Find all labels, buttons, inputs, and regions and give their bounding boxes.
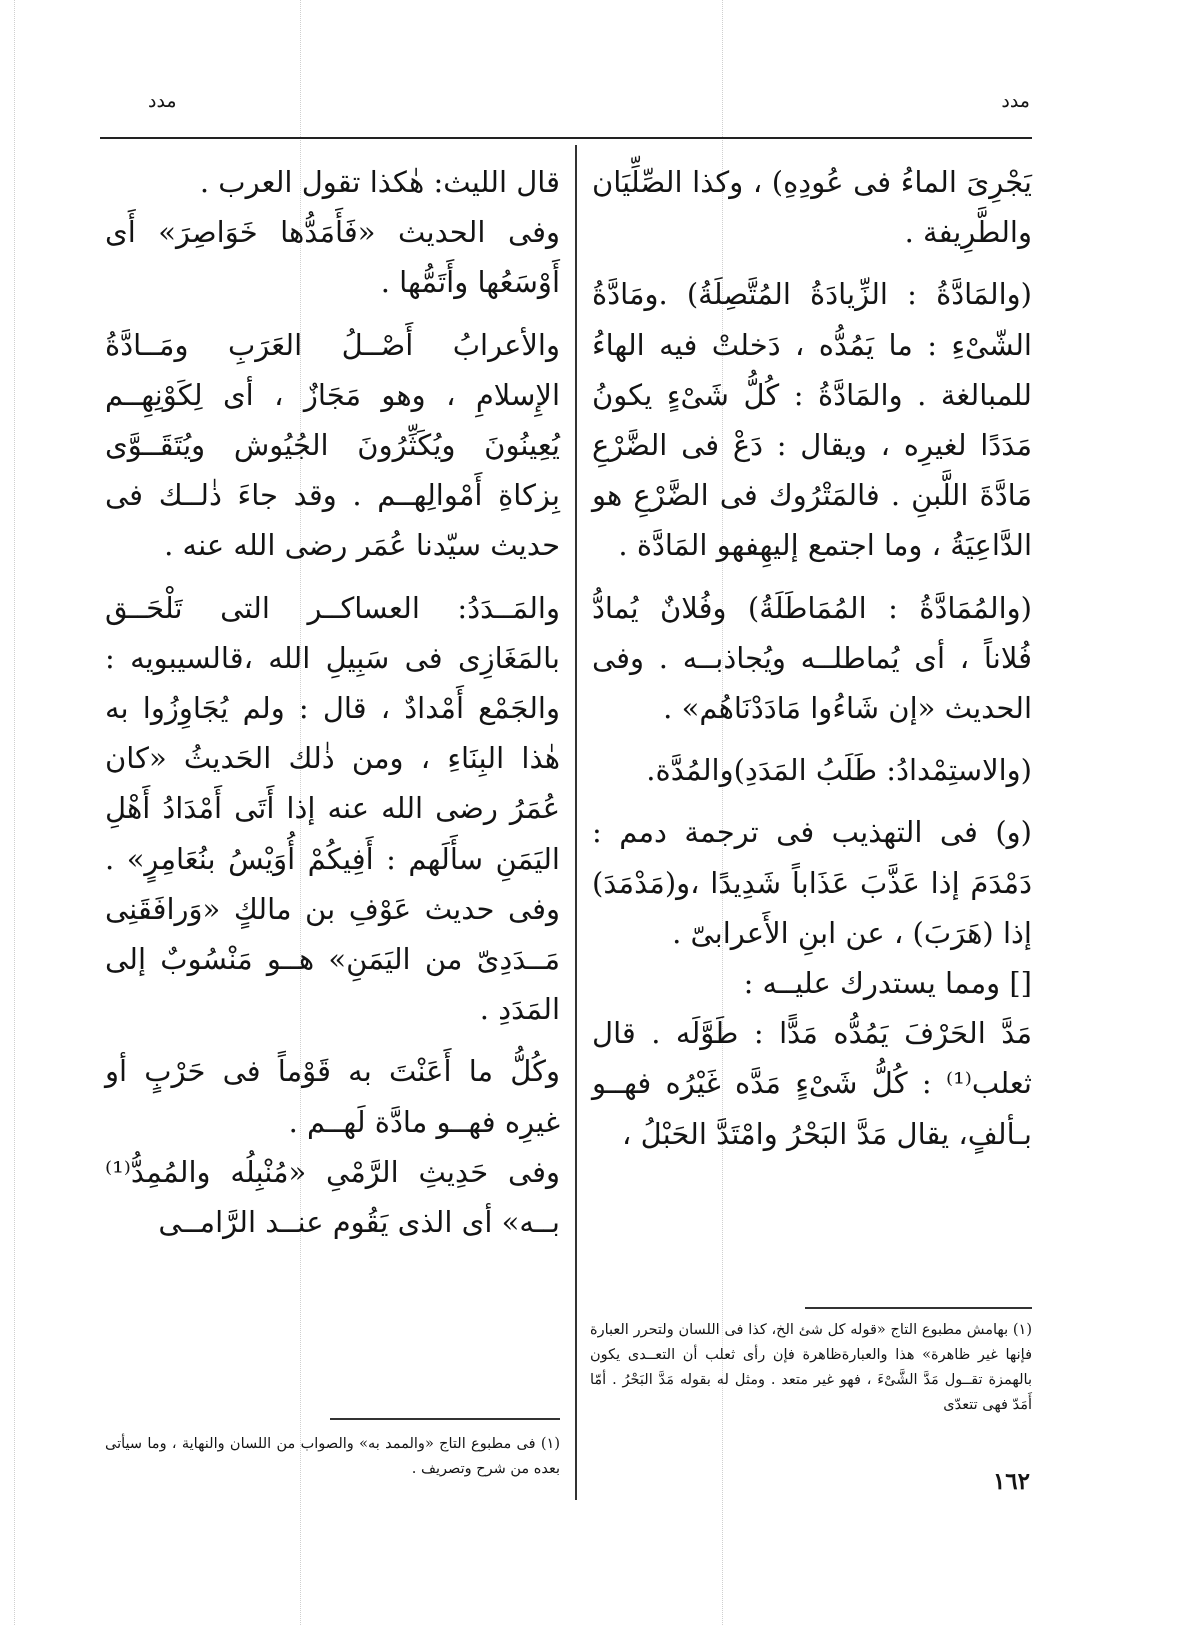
paragraph: والأعرابُ أَصْــلُ العَرَبِ ومَــادَّةُ الإِسلامِ ، وهو مَجَازٌ ، أى لِكَوْنِهِــم يُعِينُونَ ويُكَثِّرُونَ الجُيُوش ويُتَقَــوَّى بِزكاةِ أَمْوالِهــم . وقد جاءَ ذٰلــك فى حديث سيّدنا عُمَر رضى الله عنه . bbox=[105, 327, 560, 563]
paragraph: (والمُمَادَّةُ : المُمَاطَلَةُ) وفُلانٌ يُمادُّ فُلاناً ، أى يُماطلــه ويُجاذبــه . وفى الحديث «إن شَاءُوا مَادَدْنَاهُم» . bbox=[592, 590, 1032, 726]
paragraph: وفى الحديث «فَأَمَدُّها خَوَاصِرَ» أَى أَوْسَعُها وأَتَمُّها . bbox=[105, 215, 560, 300]
paragraph: مَدَّ الحَرْفَ يَمُدُّه مَدًّا : طَوَّلَه . قال ثعلب⁽¹⁾ : كُلُّ شَىْءٍ مَدَّه غَيْرُه فهــو بـألفٍ، يقال مَدَّ البَحْرُ وامْتَدَّ الحَبْلُ ، bbox=[592, 1016, 1032, 1151]
footnote-rule-right bbox=[805, 1307, 1032, 1309]
right-column bbox=[592, 157, 1032, 1159]
running-header-left: مدد bbox=[148, 90, 177, 112]
paragraph: والمَــدَدُ: العساكــر التى تَلْحَــق بالمَغَازِى فى سَبِيلِ الله ،قالسيبويه : والجَمْع أَمْدادٌ ، قال : ولم يُجَاوِزُوا به هٰذا البِنَاءِ ، ومن ذٰلك الحَديثُ «كان عُمَرُ رضى الله عنه إذا أَتَى أَمْدَادُ أَهْلِ اليَمَنِ سأَلَهم : أَفِيكُمْ أُوَيْسُ بنُعَامِرٍ» . وفى حديث عَوْفِ بن مالكٍ «وَرافَقَنِى مَــدَدِىّ من اليَمَنِ» هــو مَنْسُوبٌ إلى المَدَدِ . bbox=[105, 590, 560, 1027]
paragraph: (والمَادَّةُ : الزِّيادَةُ المُتَّصِلَةُ) .ومَادَّةُ الشّىْءِ : ما يَمُدُّه ، دَخلتْ فيه الهاءُ للمبالغة . والمَادَّةُ : كُلُّ شَىْءٍ يكونُ مَدَدًا لغيرِه ، ويقال : دَعْ فى الضَّرْعِ مَادَّةَ اللَّبنِ . فالمَتْرُوك فى الضَّرْعِ هو الدَّاعِيَةُ ، وما اجتمع إليهِفهو المَادَّة . bbox=[592, 277, 1032, 563]
column-divider bbox=[575, 145, 577, 1500]
running-header-right: مدد bbox=[1001, 90, 1030, 112]
paragraph: قال الليث: هٰكذا تقول العرب . bbox=[199, 165, 560, 199]
paragraph: وكُلُّ ما أَعَنْتَ به قَوْماً فى حَرْبٍ أو غيرِه فهــو مادَّة لَهــم . bbox=[105, 1054, 560, 1139]
left-column bbox=[105, 157, 560, 1247]
header-rule bbox=[100, 137, 1032, 139]
paragraph: (والاستِمْدادُ: طَلَبُ المَدَدِ)والمُدَّة. bbox=[646, 753, 1032, 788]
paragraph: يَجْرِىَ الماءُ فى عُودِهِ) ، وكذا الصِّلِّيَان والطَّرِيفة . bbox=[592, 165, 1032, 250]
paragraph: [] ومما يستدرك عليــه : bbox=[743, 966, 1032, 1001]
page-trace-line bbox=[14, 0, 15, 1625]
footnote-right: (١) بهامش مطبوع التاج «قوله كل شئ الخ، كذا فى اللسان ولتحرر العبارة فإنها غير ظاهرة» هذا والعبارةظاهرة فإن رأى ثعلب أن التعــدى يكون بالهمزة تقــول مَدَّ الشَّىْءَ ، فهو غير متعد . ومثل له بقوله مَدَّ البَحْرُ . أمّا أَمَدّ فهى تتعدّى bbox=[590, 1322, 1032, 1413]
paragraph: وفى حَدِيثِ الرَّمْىِ «مُنْبِلُه والمُمِدُّ⁽¹⁾ بــه» أى الذى يَقُوم عنــد الرَّامــى bbox=[105, 1154, 560, 1240]
footnote-left: (١) فى مطبوع التاج «والممد به» والصواب من اللسان والنهاية ، وما سيأتى بعده من شرح وتصريف . bbox=[105, 1436, 560, 1477]
paragraph: (و) فى التهذيب فى ترجمة دمم : دَمْدَمَ إذا عَذَّبَ عَذَاباً شَدِيدًا ،و(مَدْمَدَ) إذا (هَرَبَ) ، عن ابنِ الأَعرابىّ . bbox=[592, 815, 1032, 950]
page-number: ١٦٢ bbox=[992, 1468, 1030, 1495]
footnote-rule-left bbox=[330, 1418, 560, 1420]
